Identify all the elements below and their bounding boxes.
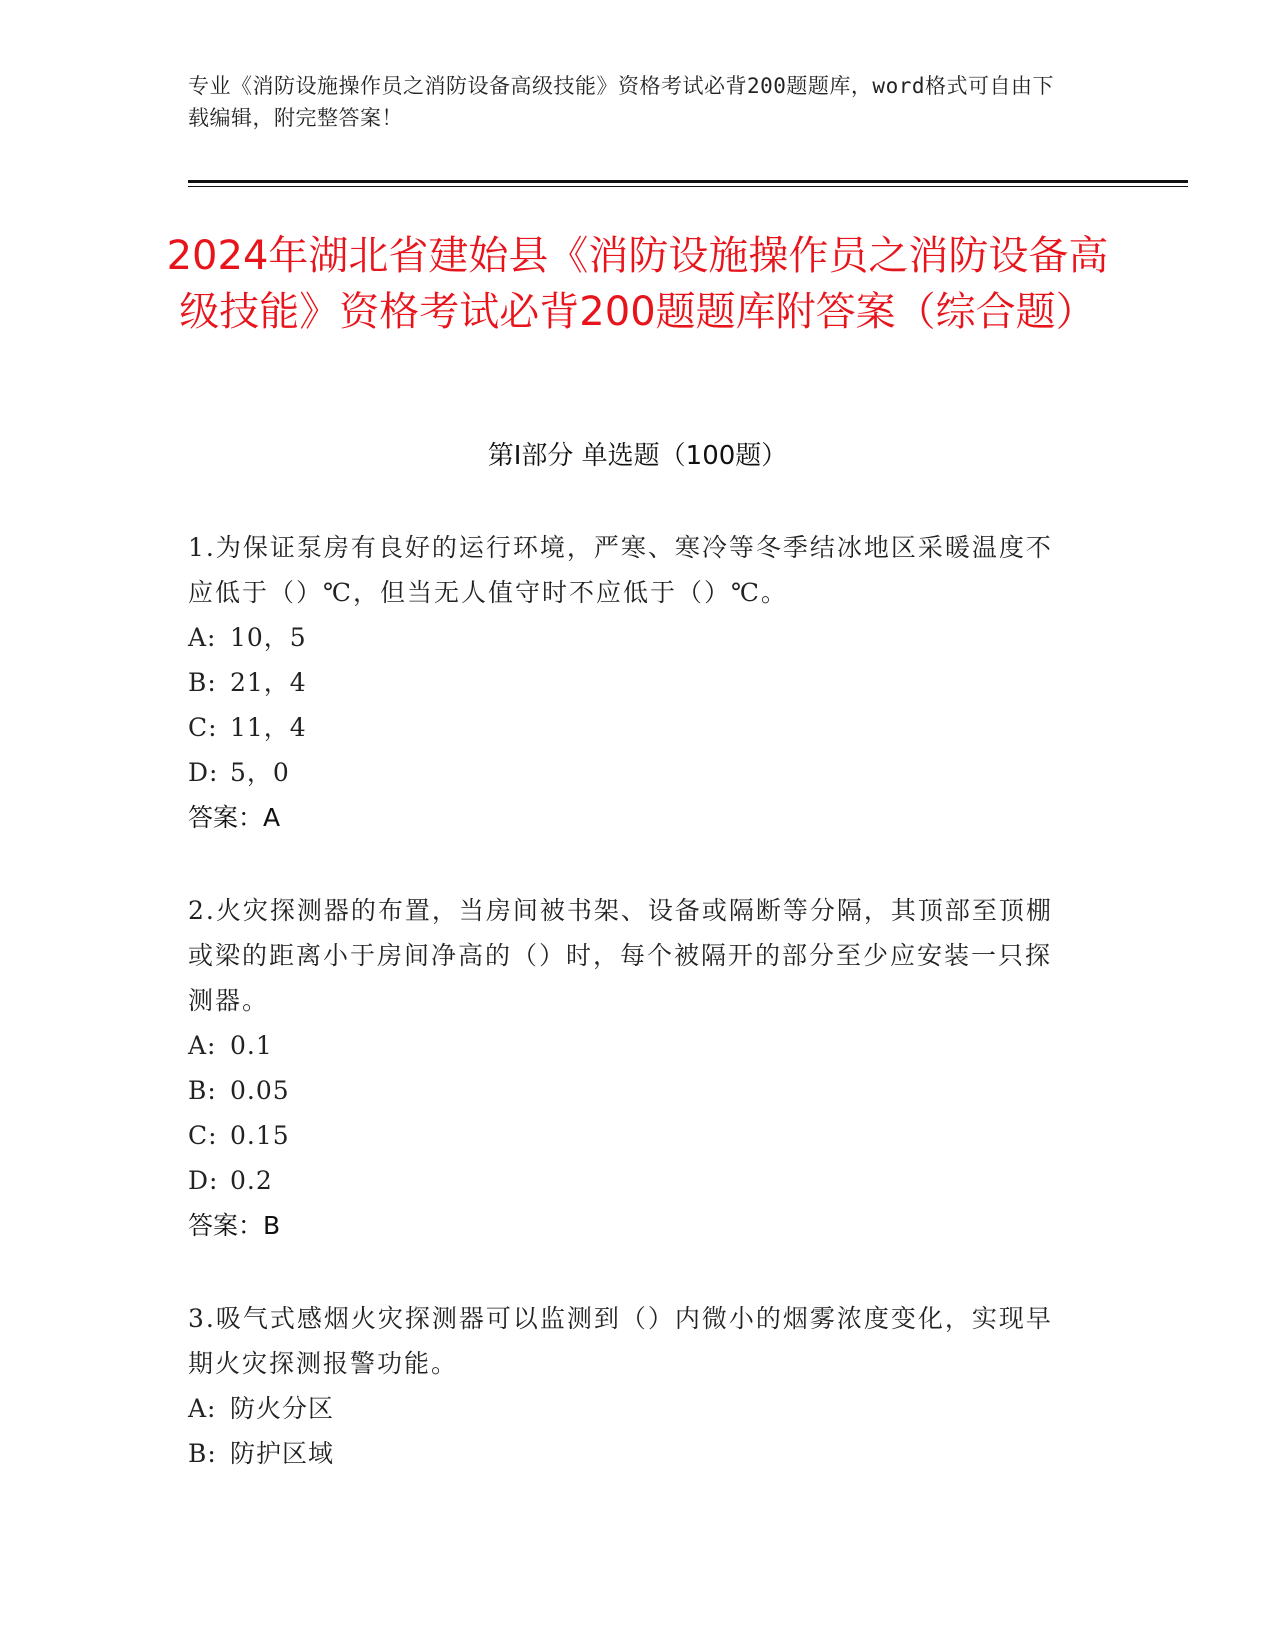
option-value: 防护区域 xyxy=(230,1439,335,1468)
option-value: 防火分区 xyxy=(230,1394,335,1423)
header-note: 专业《消防设施操作员之消防设备高级技能》资格考试必背200题题库，word格式可自由下载编辑，附完整答案！ xyxy=(188,74,1054,130)
question-text: 2.火灾探测器的布置，当房间被书架、设备或隔断等分隔，其顶部至顶棚或梁的距离小于房间净高的（）时，每个被隔开的部分至少应安装一只探测器。 xyxy=(188,896,1053,1015)
question-text: 3.吸气式感烟火灾探测器可以监测到（）内微小的烟雾浓度变化，实现早期火灾探测报警功能。 xyxy=(188,1304,1053,1378)
question-3 xyxy=(188,1296,1068,1476)
question-text: 1.为保证泵房有良好的运行环境，严寒、寒冷等冬季结冰地区采暖温度不应低于（）℃，但当无人值守时不应低于（）℃。 xyxy=(188,533,1053,607)
answer: 答案：B xyxy=(188,1211,281,1240)
option-b xyxy=(188,660,1068,705)
option-d xyxy=(188,1158,1068,1203)
option-value: 0.05 xyxy=(230,1076,290,1105)
option-value: 11，4 xyxy=(230,713,307,742)
option-value: 5，0 xyxy=(230,758,290,787)
option-value: 0.15 xyxy=(230,1121,290,1150)
option-c xyxy=(188,1113,1068,1158)
option-key: A: xyxy=(188,623,217,652)
option-c xyxy=(188,705,1068,750)
question-1 xyxy=(188,525,1068,840)
header-rule-thin xyxy=(188,186,1188,187)
option-key: D: xyxy=(188,1166,219,1195)
option-key: B: xyxy=(188,1076,217,1105)
option-key: D: xyxy=(188,758,219,787)
answer: 答案：A xyxy=(188,803,281,832)
option-a xyxy=(188,1386,1068,1431)
option-key: B: xyxy=(188,668,217,697)
option-a xyxy=(188,1023,1068,1068)
option-key: A: xyxy=(188,1394,217,1423)
option-d xyxy=(188,750,1068,795)
option-b xyxy=(188,1431,1068,1476)
option-key: B: xyxy=(188,1439,217,1468)
option-value: 0.1 xyxy=(230,1031,273,1060)
option-key: C: xyxy=(188,713,218,742)
option-value: 21，4 xyxy=(230,668,307,697)
question-list xyxy=(188,525,1068,1524)
document-title: 2024年湖北省建始县《消防设施操作员之消防设备高级技能》资格考试必背200题题库附答案（综合题） xyxy=(166,233,1109,335)
question-2 xyxy=(188,888,1068,1248)
option-value: 0.2 xyxy=(230,1166,273,1195)
section-heading: 第I部分 单选题（100题） xyxy=(487,441,788,471)
option-key: C: xyxy=(188,1121,218,1150)
option-b xyxy=(188,1068,1068,1113)
option-a xyxy=(188,615,1068,660)
option-key: A: xyxy=(188,1031,217,1060)
option-value: 10，5 xyxy=(230,623,307,652)
header-rule-thick xyxy=(188,180,1188,183)
